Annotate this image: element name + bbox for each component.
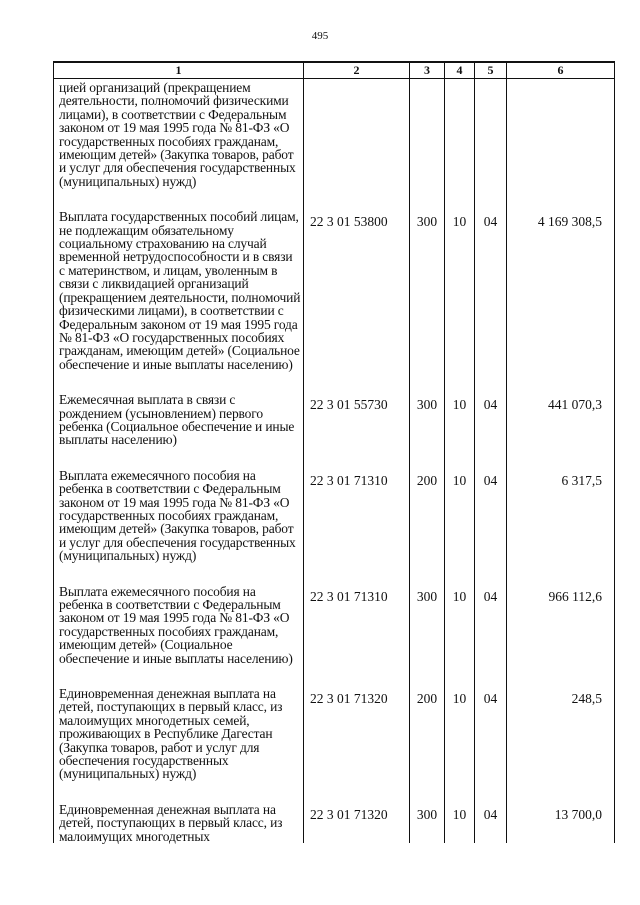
row-pr: 04 xyxy=(475,469,507,585)
column-header-2: 2 xyxy=(304,62,410,79)
row-code: 22 3 01 55730 xyxy=(304,393,410,469)
column-header-5: 5 xyxy=(475,62,507,79)
row-pr: 04 xyxy=(475,585,507,687)
row-description: Ежемесячная выплата в связи с рождением (усыновлением) первого ребенка (Социальное обеспечение и иные выплаты населению) xyxy=(54,393,304,469)
page-number: 495 xyxy=(311,30,329,42)
row-description: Выплата государственных пособий лицам, не подлежащим обязательному социальному страхованию на случай временной нетрудоспособности и в связи с материнством, и лицам, уволенным в связи с ликвидацией организаций (прекращением деятельности, полномочий физическими лицами), в соответствии с Федеральным законом от 19 мая 1995 года № 81-ФЗ «О государственных пособиях гражданам, имеющим детей» (Социальное обеспечение и иные выплаты населению) xyxy=(54,210,304,393)
column-header-3: 3 xyxy=(410,62,445,79)
row-rz: 10 xyxy=(445,393,475,469)
row-amount: 13 700,0 xyxy=(507,803,615,843)
budget-table xyxy=(53,61,615,843)
row-code: 22 3 01 53800 xyxy=(304,210,410,393)
row-rz: 10 xyxy=(445,803,475,843)
row-amount: 248,5 xyxy=(507,687,615,803)
row-vr: 300 xyxy=(410,393,445,469)
row-code xyxy=(304,79,410,211)
row-code: 22 3 01 71310 xyxy=(304,585,410,687)
row-rz: 10 xyxy=(445,469,475,585)
column-header-4: 4 xyxy=(445,62,475,79)
row-code: 22 3 01 71310 xyxy=(304,469,410,585)
row-rz: 10 xyxy=(445,687,475,803)
table-row xyxy=(54,585,615,687)
row-vr: 200 xyxy=(410,687,445,803)
row-description: Выплата ежемесячного пособия на ребенка в соответствии с Федеральным законом от 19 мая 1995 года № 81-ФЗ «О государственных пособиях гражданам, имеющим детей» (Закупка товаров, работ и услуг для обеспечения государственных (муниципальных) нужд) xyxy=(54,469,304,585)
table-row xyxy=(54,393,615,469)
row-vr: 300 xyxy=(410,803,445,843)
row-pr: 04 xyxy=(475,210,507,393)
row-amount: 6 317,5 xyxy=(507,469,615,585)
row-code: 22 3 01 71320 xyxy=(304,687,410,803)
row-vr xyxy=(410,79,445,211)
table-header-row xyxy=(54,62,615,79)
row-amount: 441 070,3 xyxy=(507,393,615,469)
row-pr: 04 xyxy=(475,393,507,469)
row-rz: 10 xyxy=(445,210,475,393)
table-row xyxy=(54,79,615,211)
row-pr: 04 xyxy=(475,803,507,843)
row-description: Единовременная денежная выплата на детей, поступающих в первый класс, из малоимущих многодетных xyxy=(54,803,304,843)
column-header-1: 1 xyxy=(54,62,304,79)
row-description: цией организаций (прекращением деятельности, полномочий физическими лицами), в соответствии с Федеральным законом от 19 мая 1995 года № 81-ФЗ «О государственных пособиях гражданам, имеющим детей» (Закупка товаров, работ и услуг для обеспечения государственных (муниципальных) нужд) xyxy=(54,79,304,211)
row-vr: 300 xyxy=(410,210,445,393)
table-row xyxy=(54,687,615,803)
row-pr: 04 xyxy=(475,687,507,803)
row-amount: 966 112,6 xyxy=(507,585,615,687)
row-vr: 300 xyxy=(410,585,445,687)
row-description: Выплата ежемесячного пособия на ребенка в соответствии с Федеральным законом от 19 мая 1995 года № 81-ФЗ «О государственных пособиях гражданам, имеющим детей» (Социальное обеспечение и иные выплаты населению) xyxy=(54,585,304,687)
row-rz xyxy=(445,79,475,211)
row-rz: 10 xyxy=(445,585,475,687)
row-pr xyxy=(475,79,507,211)
row-amount: 4 169 308,5 xyxy=(507,210,615,393)
table-row xyxy=(54,469,615,585)
table-row xyxy=(54,803,615,843)
row-code: 22 3 01 71320 xyxy=(304,803,410,843)
row-description: Единовременная денежная выплата на детей, поступающих в первый класс, из малоимущих многодетных семей, проживающих в Республике Дагестан (Закупка товаров, работ и услуг для обеспечения государственных (муниципальных) нужд) xyxy=(54,687,304,803)
table-row xyxy=(54,210,615,393)
row-amount xyxy=(507,79,615,211)
column-header-6: 6 xyxy=(507,62,615,79)
row-vr: 200 xyxy=(410,469,445,585)
